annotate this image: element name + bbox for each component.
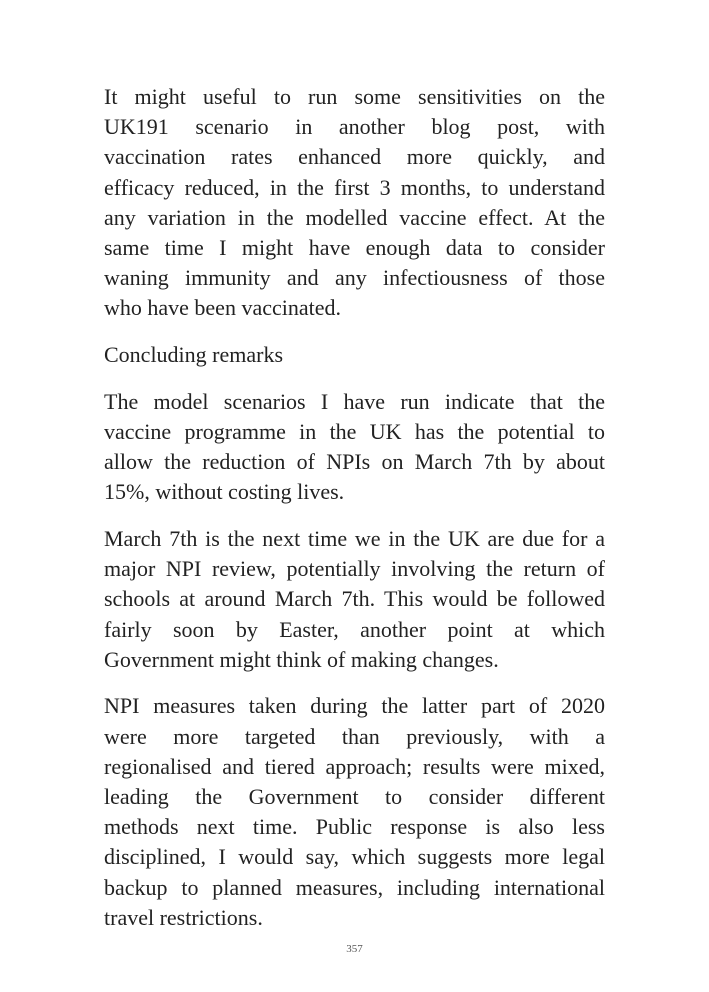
text-line: any variation in the modelled vaccine effect. At the [104, 204, 605, 230]
page-body [104, 82, 605, 949]
text-line: NPI measures taken during the latter part of 2020 [104, 693, 605, 719]
text-line: schools at around March 7th. This would be followed [104, 586, 605, 612]
text-line: UK191 scenario in another blog post, with [104, 114, 605, 140]
text-line: Government might think of making changes. [104, 646, 499, 672]
paragraph [104, 387, 605, 508]
section-heading: Concluding remarks [104, 342, 284, 367]
text-line: vaccine programme in the UK has the potential to [104, 418, 605, 444]
text-line: travel restrictions. [104, 904, 263, 930]
text-line: backup to planned measures, including international [104, 874, 605, 900]
text-line: waning immunity and any infectiousness of those [104, 265, 605, 291]
text-line: methods next time. Public response is also less [104, 814, 605, 840]
text-line: regionalised and tiered approach; results were mixed, [104, 753, 605, 779]
paragraph [104, 524, 605, 675]
concluding-section [104, 387, 605, 933]
text-line: The model scenarios I have run indicate that the [104, 388, 605, 414]
text-line: It might useful to run some sensitivities on the [104, 84, 605, 109]
paragraph [104, 82, 605, 324]
text-line: 15%, without costing lives. [104, 479, 345, 505]
intro-section [104, 82, 605, 324]
text-line: March 7th is the next time we in the UK are due for a [104, 525, 605, 551]
text-line: major NPI review, potentially involving the return of [104, 556, 605, 582]
text-line: leading the Government to consider different [104, 783, 605, 809]
text-line: same time I might have enough data to consider [104, 234, 605, 260]
text-line: efficacy reduced, in the first 3 months, to understand [104, 174, 605, 200]
text-line: who have been vaccinated. [104, 295, 341, 321]
text-line: were more targeted than previously, with a [104, 723, 605, 749]
page-number: 357 [346, 943, 363, 955]
paragraph [104, 691, 605, 933]
text-line: disciplined, I would say, which suggests more legal [104, 844, 605, 870]
text-line: vaccination rates enhanced more quickly, and [104, 144, 605, 170]
text-line: allow the reduction of NPIs on March 7th by about [104, 449, 605, 475]
text-line: fairly soon by Easter, another point at which [104, 616, 605, 642]
